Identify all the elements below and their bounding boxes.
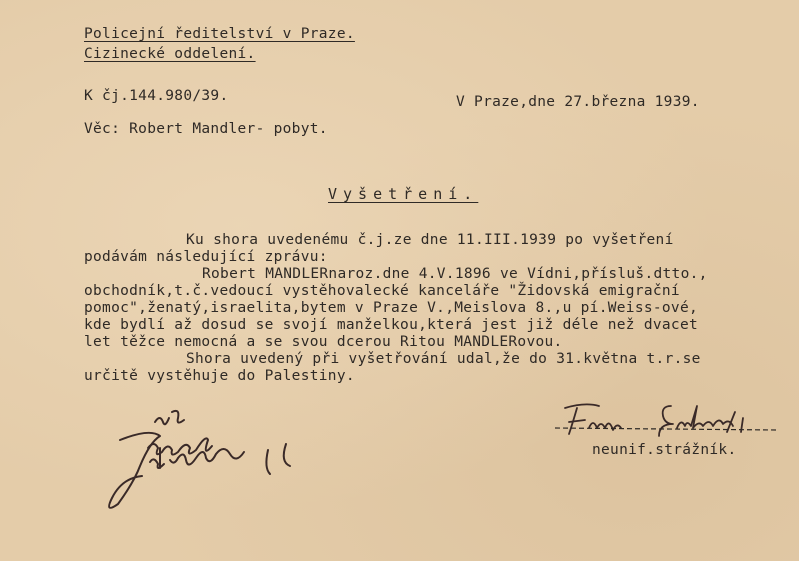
body-line-9: určitě vystěhuje do Palestiny.: [84, 368, 355, 384]
body-line-1: Ku shora uvedenému č.j.ze dne 11.III.1939 po vyšetření: [186, 232, 674, 248]
body-line-4: obchodník,t.č.vedoucí vystěhovalecké kanceláře "Židovská emigrační: [84, 283, 680, 299]
office-line-2: Cizinecké oddelení.: [84, 46, 256, 62]
body-line-6: kde bydlí až dosud se svojí manželkou,která jest již déle než dvacet: [84, 317, 699, 333]
office-line-1: Policejní ředitelství v Praze.: [84, 26, 355, 42]
handwritten-signature-right: [555, 398, 785, 442]
handwritten-signature-left: [100, 400, 330, 520]
body-line-5: pomoc",ženatý,israelita,bytem v Praze V.,Meislova 8.,u pí.Weiss-ové,: [84, 300, 699, 316]
body-line-7: let těžce nemocná a se svou dcerou Ritou MANDLERovou.: [84, 334, 563, 350]
signatory-role: neunif.strážník.: [592, 442, 737, 458]
subject-line: Věc: Robert Mandler- pobyt.: [84, 121, 328, 137]
reference-number: K čj.144.980/39.: [84, 88, 229, 104]
body-line-2: podávám následující zprávu:: [84, 249, 328, 265]
place-and-date: V Praze,dne 27.března 1939.: [456, 94, 700, 110]
body-line-3: Robert MANDLERnaroz.dne 4.V.1896 ve Vídni,přísluš.dtto.,: [202, 266, 708, 282]
body-line-8: Shora uvedený při vyšetřování udal,že do 31.května t.r.se: [186, 351, 701, 367]
document-title: Vyšetření.: [328, 185, 479, 203]
